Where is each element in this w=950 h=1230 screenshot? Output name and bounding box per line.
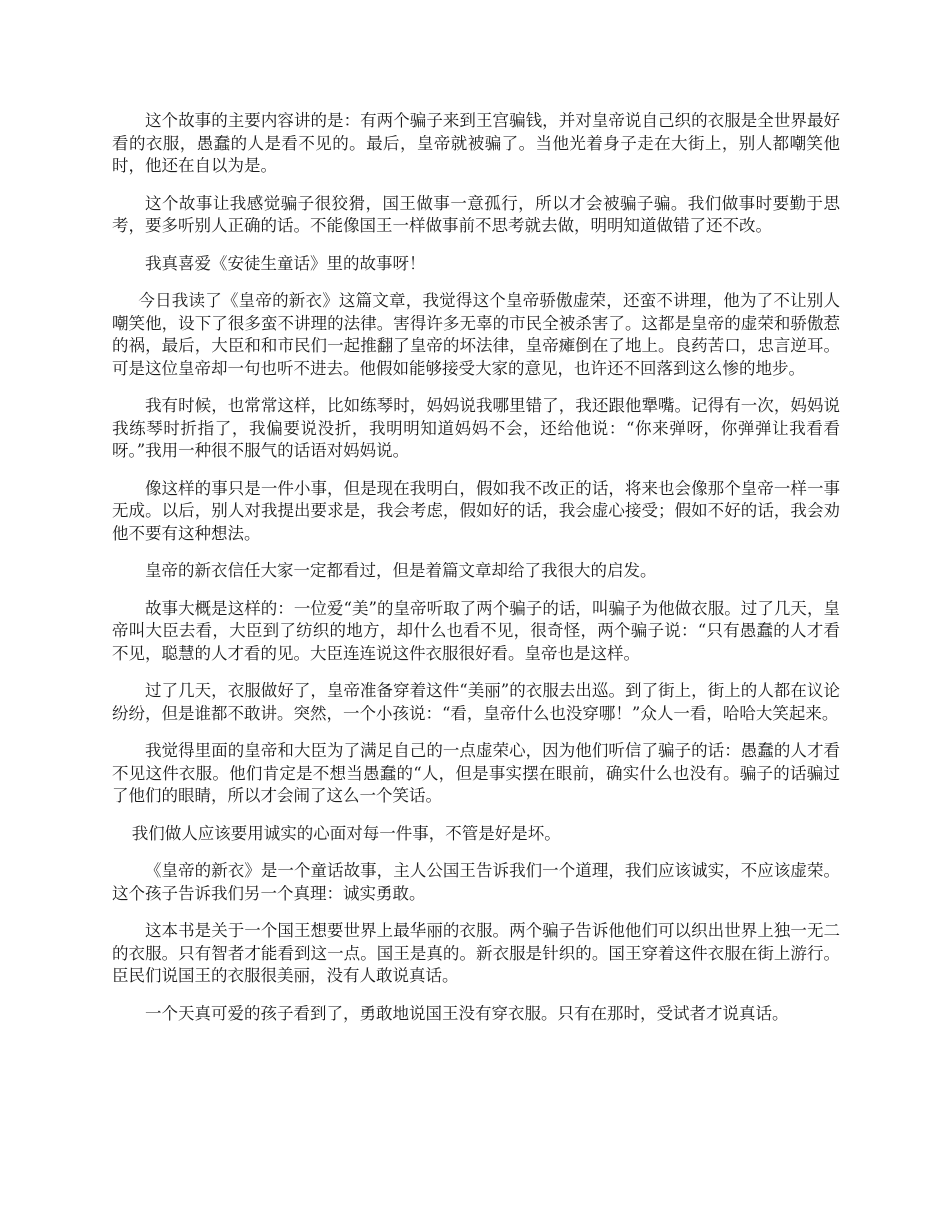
paragraph-6: 像这样的事只是一件小事，但是现在我明白，假如我不改正的话，将来也会像那个皇帝一样一事无成。以后，别人对我提出要求是，我会考虑，假如好的话，我会虚心接受；假如不好的话，我会劝他不要有这种想法。 [112,478,840,543]
paragraph-9: 过了几天，衣服做好了，皇帝准备穿着这件“美丽”的衣服去出巡。到了街上，街上的人都在议论纷纷，但是谁都不敢讲。突然，一个小孩说：“看，皇帝什么也没穿哪！”众人一看，哈哈大笑起来。 [112,681,840,723]
document-body [112,110,840,1040]
paragraph-5: 我有时候，也常常这样，比如练琴时，妈妈说我哪里错了，我还跟他犟嘴。记得有一次，妈妈说我练琴时折指了，我偏要说没折，我明明知道妈妈不会，还给他说：“你来弹呀，你弹弹让我看看呀。”我用一种很不服气的话语对妈妈说。 [112,396,840,460]
paragraph-3: 我真喜爱《安徒生童话》里的故事呀！ [145,253,426,273]
paragraph-8: 故事大概是这样的：一位爱“美”的皇帝听取了两个骗子的话，叫骗子为他做衣服。过了几天，皇帝叫大臣去看，大臣到了纺织的地方，却什么也看不见，很奇怪，两个骗子说：“只有愚蠢的人才看不见，聪慧的人才看的见。大臣连连说这件衣服很好看。皇帝也是这样。 [112,598,840,663]
paragraph-7: 皇帝的新衣信任大家一定都看过，但是着篇文章却给了我很大的启发。 [145,561,657,580]
paragraph-14: 一个天真可爱的孩子看到了，勇敢地说国王没有穿衣服。只有在那时，受试者才说真话。 [145,1003,789,1023]
paragraph-10: 我觉得里面的皇帝和大臣为了满足自己的一点虚荣心，因为他们听信了骗子的话：愚蠢的人才看不见这件衣服。他们肯定是不想当愚蠢的“人，但是事实摆在眼前，确实什么也没有。骗子的话骗过了他们的眼睛，所以才会闹了这么一个笑话。 [112,741,840,805]
paragraph-2: 这个故事让我感觉骗子很狡猾，国王做事一意孤行，所以才会被骗子骗。我们做事时要勤于思考，要多听别人正确的话。不能像国王一样做事前不思考就去做，明明知道做错了还不改。 [112,193,840,235]
paragraph-4: 今日我读了《皇帝的新衣》这篇文章，我觉得这个皇帝骄傲虚荣，还蛮不讲理，他为了不让别人嘲笑他，设下了很多蛮不讲理的法律。害得许多无辜的市民全被杀害了。这都是皇帝的虚荣和骄傲惹的祸，最后，大臣和和市民们一起推翻了皇帝的坏法律，皇帝瘫倒在了地上。良药苦口，忠言逆耳。可是这位皇帝却一句也听不进去。他假如能够接受大家的意见，也许还不回落到这么惨的地步。 [112,291,840,378]
paragraph-1: 这个故事的主要内容讲的是：有两个骗子来到王宫骗钱，并对皇帝说自己织的衣服是全世界最好看的衣服，愚蠢的人是看不见的。最后，皇帝就被骗了。当他光着身子走在大街上，别人都嘲笑他时，他还在自以为是。 [112,111,840,175]
paragraph-12: 《皇帝的新衣》是一个童话故事，主人公国王告诉我们一个道理，我们应该诚实，不应该虚荣。这个孩子告诉我们另一个真理：诚实勇敢。 [112,861,840,903]
paragraph-11: 我们做人应该要用诚实的心面对每一件事，不管是好是坏。 [131,823,561,843]
paragraph-13: 这本书是关于一个国王想要世界上最华丽的衣服。两个骗子告诉他他们可以织出世界上独一无二的衣服。只有智者才能看到这一点。国王是真的。新衣服是针织的。国王穿着这件衣服在街上游行。臣民们说国王的衣服很美丽，没有人敢说真话。 [112,921,840,985]
